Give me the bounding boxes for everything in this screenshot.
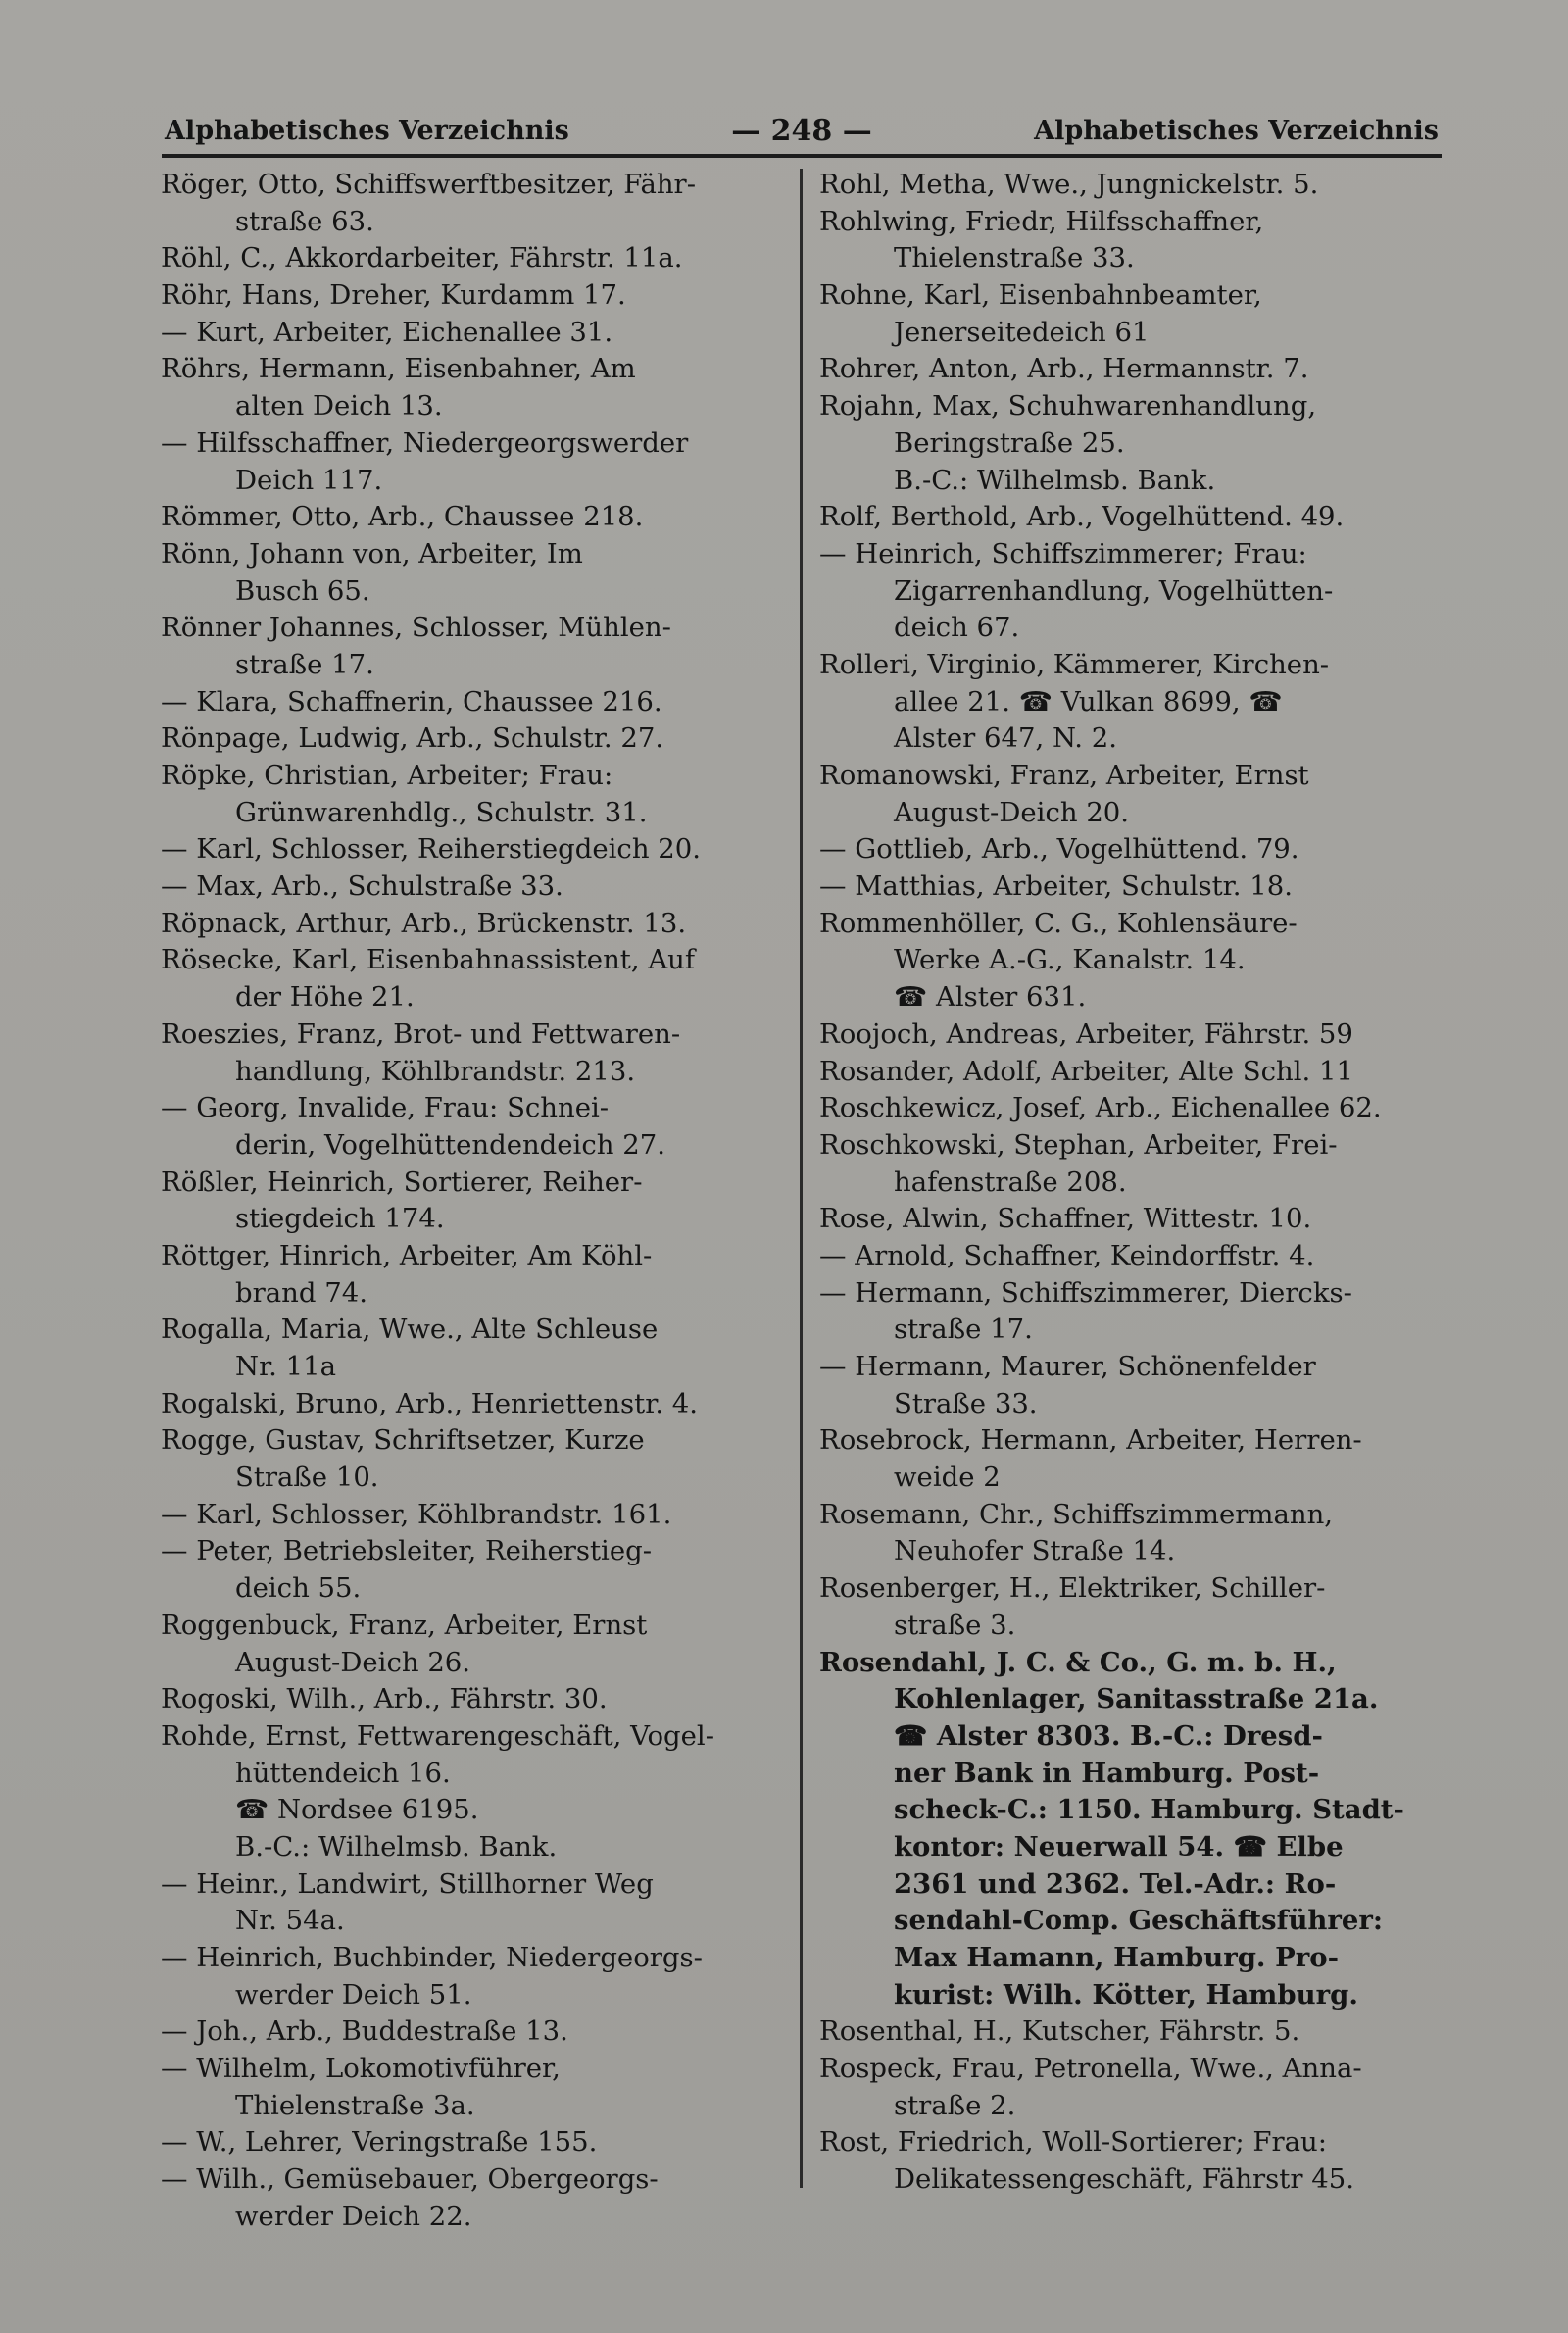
directory-entry xyxy=(819,277,1446,351)
entry-name-line: Rosemann, Chr., Schiffszimmermann, xyxy=(819,1498,1334,1530)
entry-name-line: — Hermann, Maurer, Schönenfelder xyxy=(819,1351,1316,1382)
entry-name-line: — Karl, Schlosser, Reiherstiegdeich 20. xyxy=(161,833,702,866)
entry-name-line: Röger, Otto, Schiffswerftbesitzer, Fähr- xyxy=(161,169,696,200)
entry-name-line: Röhl, C., Akkordarbeiter, Fährstr. 11a. xyxy=(161,242,683,274)
entry-name-line: Rönner Johannes, Schlosser, Mühlen- xyxy=(161,612,671,644)
entry-continuation-line: scheck-C.: 1150. Hamburg. Stadt- xyxy=(894,1794,1404,1826)
entry-name-line: — Kurt, Arbeiter, Eichenallee 31. xyxy=(161,316,613,348)
directory-entry xyxy=(819,2013,1446,2051)
entry-continuation-line: ☎ Alster 8303. B.-C.: Dresd- xyxy=(894,1719,1323,1752)
directory-entry xyxy=(161,1017,788,1090)
entry-continuation-line: Nr. 54a. xyxy=(235,1905,345,1937)
entry-continuation-line: hafenstraße 208. xyxy=(894,1166,1127,1198)
directory-entry xyxy=(819,1497,1446,1570)
entry-name-line: Rolleri, Virginio, Kämmerer, Kirchen- xyxy=(819,648,1330,680)
directory-entry xyxy=(161,315,788,352)
entry-name-line: Rohde, Ernst, Fettwarengeschäft, Vogel- xyxy=(161,1719,714,1752)
entry-continuation-line: straße 63. xyxy=(235,205,374,237)
entry-continuation-line: werder Deich 51. xyxy=(235,1978,472,2010)
entry-continuation-line: Thielenstraße 33. xyxy=(894,242,1135,274)
directory-entry xyxy=(161,831,788,869)
column-divider xyxy=(800,169,803,2188)
directory-entry xyxy=(161,1940,788,2013)
entry-continuation-line: ☎ Alster 631. xyxy=(894,981,1087,1014)
directory-entry xyxy=(161,1422,788,1496)
entry-continuation-line: Max Hamann, Hamburg. Pro- xyxy=(894,1942,1339,1973)
entry-name-line: Röpke, Christian, Arbeiter; Frau: xyxy=(161,760,613,791)
entry-continuation-line: brand 74. xyxy=(235,1276,368,1309)
entry-continuation-line: Thielenstraße 3a. xyxy=(235,2089,475,2121)
directory-entry xyxy=(161,942,788,1016)
directory-entry xyxy=(161,1312,788,1385)
entry-continuation-line: B.-C.: Wilhelmsb. Bank. xyxy=(894,464,1216,496)
entry-name-line: — Max, Arb., Schulstraße 33. xyxy=(161,870,564,903)
entry-continuation-line: weide 2 xyxy=(894,1462,1001,1494)
directory-entry xyxy=(161,758,788,831)
entry-continuation-line: ner Bank in Hamburg. Post- xyxy=(894,1757,1320,1789)
entry-name-line: Rospeck, Frau, Petronella, Wwe., Anna- xyxy=(819,2053,1362,2085)
directory-entry xyxy=(161,2124,788,2161)
directory-entry xyxy=(819,499,1446,536)
directory-entry xyxy=(819,1201,1446,1238)
entry-name-line: Rosander, Adolf, Arbeiter, Alte Schl. 11 xyxy=(819,1055,1354,1087)
entry-continuation-line: ☎ Nordsee 6195. xyxy=(235,1794,479,1826)
entry-name-line: — Heinr., Landwirt, Stillhorner Weg xyxy=(161,1867,654,1900)
directory-entry xyxy=(819,2051,1446,2124)
entry-continuation-line: straße 17. xyxy=(235,648,374,680)
entry-continuation-line: Straße 33. xyxy=(894,1387,1038,1419)
directory-entry xyxy=(161,1386,788,1423)
entry-name-line: — Hilfsschaffner, Niedergeorgswerder xyxy=(161,426,689,459)
directory-entry xyxy=(819,1645,1446,2014)
entry-continuation-line: 2361 und 2362. Tel.-Adr.: Ro- xyxy=(894,1867,1337,1900)
directory-entry xyxy=(819,869,1446,906)
entry-continuation-line: allee 21. ☎ Vulkan 8699, ☎ xyxy=(894,685,1283,718)
entry-name-line: Römmer, Otto, Arb., Chaussee 218. xyxy=(161,501,644,533)
directory-entry xyxy=(819,536,1446,647)
entry-name-line: Rosendahl, J. C. & Co., G. m. b. H., xyxy=(819,1646,1337,1678)
entry-name-line: — Georg, Invalide, Frau: Schnei- xyxy=(161,1092,610,1124)
directory-entry xyxy=(819,758,1446,831)
directory-entry xyxy=(819,1127,1446,1201)
entry-name-line: — W., Lehrer, Veringstraße 155. xyxy=(161,2126,598,2159)
entry-continuation-line: Beringstraße 25. xyxy=(894,426,1125,459)
directory-entry xyxy=(161,869,788,906)
entry-name-line: Romanowski, Franz, Arbeiter, Ernst xyxy=(819,760,1309,791)
entry-name-line: Roschkewicz, Josef, Arb., Eichenallee 62. xyxy=(819,1092,1382,1124)
entry-continuation-line: August-Deich 26. xyxy=(235,1646,471,1678)
left-column xyxy=(161,167,788,2236)
entry-continuation-line: der Höhe 21. xyxy=(235,981,415,1014)
entry-continuation-line: Delikatessengeschäft, Fährstr 45. xyxy=(894,2163,1354,2196)
entry-continuation-line: straße 3. xyxy=(894,1609,1016,1641)
directory-entry xyxy=(161,1165,788,1238)
header-rule xyxy=(162,154,1442,158)
directory-entry xyxy=(161,167,788,240)
entry-continuation-line: stiegdeich 174. xyxy=(235,1203,445,1235)
entry-name-line: — Klara, Schaffnerin, Chaussee 216. xyxy=(161,685,662,718)
directory-entry xyxy=(161,1608,788,1681)
entry-continuation-line: Kohlenlager, Sanitasstraße 21a. xyxy=(894,1683,1379,1715)
entry-name-line: Rogoski, Wilh., Arb., Fährstr. 30. xyxy=(161,1683,608,1715)
entry-name-line: Rogge, Gustav, Schriftsetzer, Kurze xyxy=(161,1424,645,1457)
directory-entry xyxy=(161,1718,788,1866)
entry-name-line: — Wilh., Gemüsebauer, Obergeorgs- xyxy=(161,2163,659,2196)
directory-entry xyxy=(161,1497,788,1534)
entry-continuation-line: Busch 65. xyxy=(235,574,370,607)
directory-entry xyxy=(819,1238,1446,1275)
entry-name-line: Röttger, Hinrich, Arbeiter, Am Köhl- xyxy=(161,1239,653,1271)
entry-name-line: — Hermann, Schiffszimmerer, Diercks- xyxy=(819,1276,1352,1309)
directory-entry xyxy=(161,1681,788,1718)
directory-entry xyxy=(819,2124,1446,2198)
entry-name-line: — Wilhelm, Lokomotivführer, xyxy=(161,2053,561,2085)
entry-continuation-line: Straße 10. xyxy=(235,1462,379,1494)
directory-entry xyxy=(161,906,788,943)
directory-entry xyxy=(819,1090,1446,1127)
directory-entry xyxy=(819,1054,1446,1091)
entry-name-line: Roschkowski, Stephan, Arbeiter, Frei- xyxy=(819,1128,1338,1161)
directory-entry xyxy=(819,388,1446,499)
directory-entry xyxy=(161,240,788,277)
entry-name-line: — Arnold, Schaffner, Keindorffstr. 4. xyxy=(819,1239,1315,1271)
directory-entry xyxy=(819,906,1446,1017)
entry-name-line: Rohne, Karl, Eisenbahnbeamter, xyxy=(819,279,1262,312)
entry-name-line: Roggenbuck, Franz, Arbeiter, Ernst xyxy=(161,1609,648,1641)
directory-entry xyxy=(161,1238,788,1312)
directory-entry xyxy=(161,684,788,721)
entry-name-line: Rose, Alwin, Schaffner, Wittestr. 10. xyxy=(819,1203,1312,1235)
entry-continuation-line: Zigarrenhandlung, Vogelhütten- xyxy=(894,574,1334,607)
entry-continuation-line: kurist: Wilh. Kötter, Hamburg. xyxy=(894,1978,1358,2010)
entry-continuation-line: derin, Vogelhüttendendeich 27. xyxy=(235,1128,665,1161)
entry-continuation-line: Grünwarenhdlg., Schulstr. 31. xyxy=(235,796,648,828)
directory-entry xyxy=(819,647,1446,758)
entry-name-line: Rohl, Metha, Wwe., Jungnickelstr. 5. xyxy=(819,169,1319,200)
directory-entry xyxy=(161,1866,788,1940)
entry-continuation-line: Deich 117. xyxy=(235,464,383,496)
header-left-title: Alphabetisches Verzeichnis xyxy=(165,116,569,146)
entry-continuation-line: werder Deich 22. xyxy=(235,2200,472,2232)
entry-continuation-line: Neuhofer Straße 14. xyxy=(894,1535,1176,1567)
directory-entry xyxy=(819,1570,1446,1644)
entry-name-line: Rönn, Johann von, Arbeiter, Im xyxy=(161,537,583,570)
entry-name-line: — Heinrich, Buchbinder, Niedergeorgs- xyxy=(161,1942,703,1973)
entry-continuation-line: kontor: Neuerwall 54. ☎ Elbe xyxy=(894,1830,1344,1862)
directory-entry xyxy=(819,204,1446,277)
entry-name-line: Rößler, Heinrich, Sortierer, Reiher- xyxy=(161,1166,643,1198)
entry-continuation-line: hüttendeich 16. xyxy=(235,1757,451,1789)
entry-continuation-line: deich 55. xyxy=(235,1572,362,1605)
entry-name-line: — Matthias, Arbeiter, Schulstr. 18. xyxy=(819,870,1293,903)
entry-continuation-line: sendahl-Comp. Geschäftsführer: xyxy=(894,1905,1384,1937)
entry-name-line: Rolf, Berthold, Arb., Vogelhüttend. 49. xyxy=(819,501,1345,533)
entry-name-line: — Peter, Betriebsleiter, Reiherstieg- xyxy=(161,1535,653,1567)
directory-entry xyxy=(161,610,788,683)
entry-name-line: Rojahn, Max, Schuhwarenhandlung, xyxy=(819,390,1317,422)
directory-entry xyxy=(161,351,788,424)
entry-continuation-line: alten Deich 13. xyxy=(235,390,443,422)
right-column xyxy=(819,167,1446,2199)
header-right-title: Alphabetisches Verzeichnis xyxy=(1034,116,1439,146)
entry-name-line: — Karl, Schlosser, Köhlbrandstr. 161. xyxy=(161,1498,672,1530)
directory-entry xyxy=(819,831,1446,869)
entry-name-line: Rogalski, Bruno, Arb., Henriettenstr. 4. xyxy=(161,1387,699,1419)
directory-entry xyxy=(819,351,1446,388)
entry-continuation-line: B.-C.: Wilhelmsb. Bank. xyxy=(235,1830,558,1862)
page-header xyxy=(165,110,1439,153)
entry-name-line: Rönpage, Ludwig, Arb., Schulstr. 27. xyxy=(161,722,664,755)
directory-entry xyxy=(819,1275,1446,1349)
directory-entry xyxy=(161,2051,788,2124)
entry-name-line: — Gottlieb, Arb., Vogelhüttend. 79. xyxy=(819,833,1299,866)
directory-entry xyxy=(161,1533,788,1607)
entry-name-line: Rost, Friedrich, Woll-Sortierer; Frau: xyxy=(819,2126,1328,2159)
page-number: — 248 — xyxy=(731,114,872,148)
entry-name-line: Rohlwing, Friedr, Hilfsschaffner, xyxy=(819,205,1264,237)
entry-continuation-line: Werke A.-G., Kanalstr. 14. xyxy=(894,944,1246,976)
directory-entry xyxy=(161,277,788,315)
directory-entry xyxy=(161,2013,788,2051)
directory-entry xyxy=(819,1017,1446,1054)
directory-entry xyxy=(161,425,788,499)
directory-entry xyxy=(819,1422,1446,1496)
entry-name-line: Röpnack, Arthur, Arb., Brückenstr. 13. xyxy=(161,907,687,939)
entry-name-line: — Heinrich, Schiffszimmerer; Frau: xyxy=(819,537,1307,570)
directory-entry xyxy=(819,1349,1446,1422)
entry-name-line: Röhrs, Hermann, Eisenbahner, Am xyxy=(161,353,636,385)
entry-name-line: Röhr, Hans, Dreher, Kurdamm 17. xyxy=(161,279,626,312)
entry-name-line: Roojoch, Andreas, Arbeiter, Fährstr. 59 xyxy=(819,1018,1353,1050)
entry-name-line: Rogalla, Maria, Wwe., Alte Schleuse xyxy=(161,1314,659,1346)
entry-name-line: Roeszies, Franz, Brot- und Fettwaren- xyxy=(161,1018,681,1050)
entry-name-line: Rosenberger, H., Elektriker, Schiller- xyxy=(819,1572,1326,1605)
entry-continuation-line: straße 2. xyxy=(894,2089,1016,2121)
entry-continuation-line: Nr. 11a xyxy=(235,1351,337,1382)
directory-entry xyxy=(161,720,788,758)
entry-continuation-line: August-Deich 20. xyxy=(894,796,1130,828)
directory-entry xyxy=(161,536,788,610)
entry-name-line: Rohrer, Anton, Arb., Hermannstr. 7. xyxy=(819,353,1309,385)
directory-entry xyxy=(161,499,788,536)
entry-name-line: Rosenthal, H., Kutscher, Fährstr. 5. xyxy=(819,2015,1300,2048)
entry-continuation-line: Jenerseitedeich 61 xyxy=(894,316,1150,348)
entry-continuation-line: handlung, Köhlbrandstr. 213. xyxy=(235,1055,636,1087)
directory-entry xyxy=(161,1090,788,1164)
entry-name-line: Rommenhöller, C. G., Kohlensäure- xyxy=(819,907,1298,939)
entry-name-line: — Joh., Arb., Buddestraße 13. xyxy=(161,2015,568,2048)
directory-entry xyxy=(819,167,1446,204)
entry-name-line: Rosebrock, Hermann, Arbeiter, Herren- xyxy=(819,1424,1362,1457)
entry-continuation-line: deich 67. xyxy=(894,612,1020,644)
entry-name-line: Rösecke, Karl, Eisenbahnassistent, Auf xyxy=(161,944,696,976)
directory-entry xyxy=(161,2161,788,2235)
entry-continuation-line: Alster 647, N. 2. xyxy=(894,722,1117,755)
entry-continuation-line: straße 17. xyxy=(894,1314,1033,1346)
